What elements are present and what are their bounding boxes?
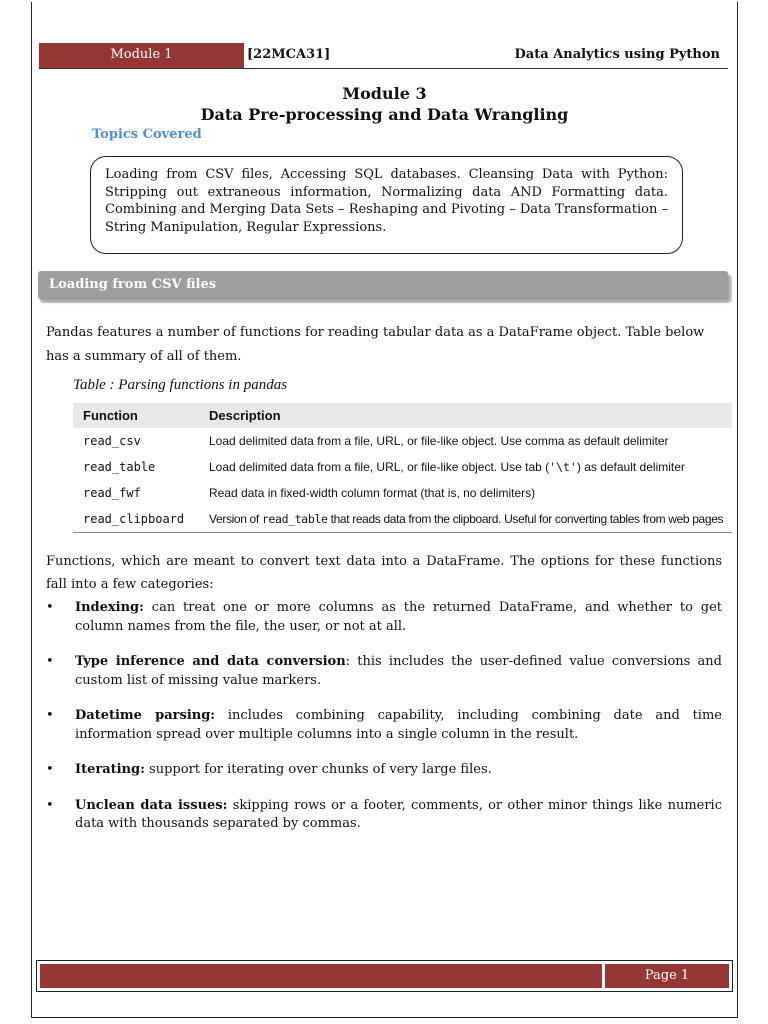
header-rule [39,68,728,69]
section-banner-title: Loading from CSV files [49,277,217,292]
bullet-icon: • [46,762,54,777]
intro-paragraph: Pandas features a number of functions for reading tabular data as a DataFrame object. Table below has a summary of all of them. [46,325,705,364]
function-name: read_table [83,460,156,474]
list-item [46,707,722,744]
page-header [39,43,728,68]
options-list [46,599,722,851]
table-header-function: Function [83,408,138,423]
table-bottom-rule [73,532,732,533]
desc-text: ) as default delimiter [576,460,685,474]
list-item [46,797,722,834]
list-item [46,761,722,780]
module-title: Module 3 [342,84,427,103]
list-item-text: skipping rows or a footer, comments, or other minor things like numeric data with thousands separated by commas. [75,797,722,831]
table-row [73,428,732,454]
list-item-term: Type inference and data conversion [75,654,346,669]
table-header-description: Description [209,408,281,423]
list-item-text: can treat one or more columns as the returned DataFrame, and whether to get column names from the file, the user, or not at all. [75,600,722,634]
function-description: Load delimited data from a file, URL, or file-like object. Use comma as default delimiter [209,434,669,448]
function-name: read_fwf [83,486,141,500]
module-subtitle: Data Pre-processing and Data Wrangling [200,105,569,124]
topics-heading: Topics Covered [92,127,202,142]
function-description [209,460,685,474]
page-number: Page 1 [644,968,690,983]
function-name: read_clipboard [83,512,185,526]
list-item [46,653,722,690]
bullet-icon: • [46,600,54,615]
bullet-icon: • [46,797,54,813]
topics-box [90,156,683,254]
bullet-icon: • [46,708,54,723]
header-course-code: [22MCA31] [247,47,331,62]
desc-text: that reads data from the clipboard. Useful for converting tables from web pages [327,512,724,526]
header-course-title: Data Analytics using Python [514,47,720,62]
table-caption: Table : Parsing functions in pandas [73,377,288,393]
list-item [46,599,722,636]
topics-text: Loading from CSV files, Accessing SQL databases. Cleansing Data with Python: Stripping out extraneous information, Normalizing data AND Formatting data. Combining and Merging Data Sets – Reshaping and Pivoting – Data Transformation – String Manipulation, Regular Expressions. [105,167,668,235]
desc-code: read_table [261,512,328,526]
categories-paragraph: Functions, which are meant to convert text data into a DataFrame. The options for these functions fall into a few categories: [46,554,722,592]
desc-text: Load delimited data from a file, URL, or file-like object. Use tab ( [209,460,550,474]
section-banner [38,271,728,299]
page-footer [36,960,733,992]
function-description [209,512,723,526]
list-item-term: Iterating: [75,762,145,777]
list-item-text: includes combining capability, including combining date and time information spread over multiple columns into a single column in the result. [75,708,722,742]
desc-code: '\t' [549,460,577,474]
footer-red-bar [40,964,602,988]
table-header [73,403,732,428]
bullet-icon: • [46,654,54,669]
list-item-text: : this includes the user-defined value conversions and custom list of missing value markers. [75,654,722,688]
parsing-functions-table [73,403,732,533]
function-description: Read data in fixed-width column format (that is, no delimiters) [209,486,536,500]
list-item-text: support for iterating over chunks of very large files. [144,762,492,777]
desc-text: Version of [209,512,262,526]
function-name: read_csv [83,434,141,448]
header-module-label: Module 1 [110,47,173,62]
list-item-term: Datetime parsing: [75,708,216,723]
list-item-term: Indexing: [75,600,144,615]
table-row [73,480,732,506]
footer-page-block [605,964,729,988]
table-row [73,454,732,480]
table-row [73,506,732,532]
list-item-term: Unclean data issues: [75,797,228,813]
